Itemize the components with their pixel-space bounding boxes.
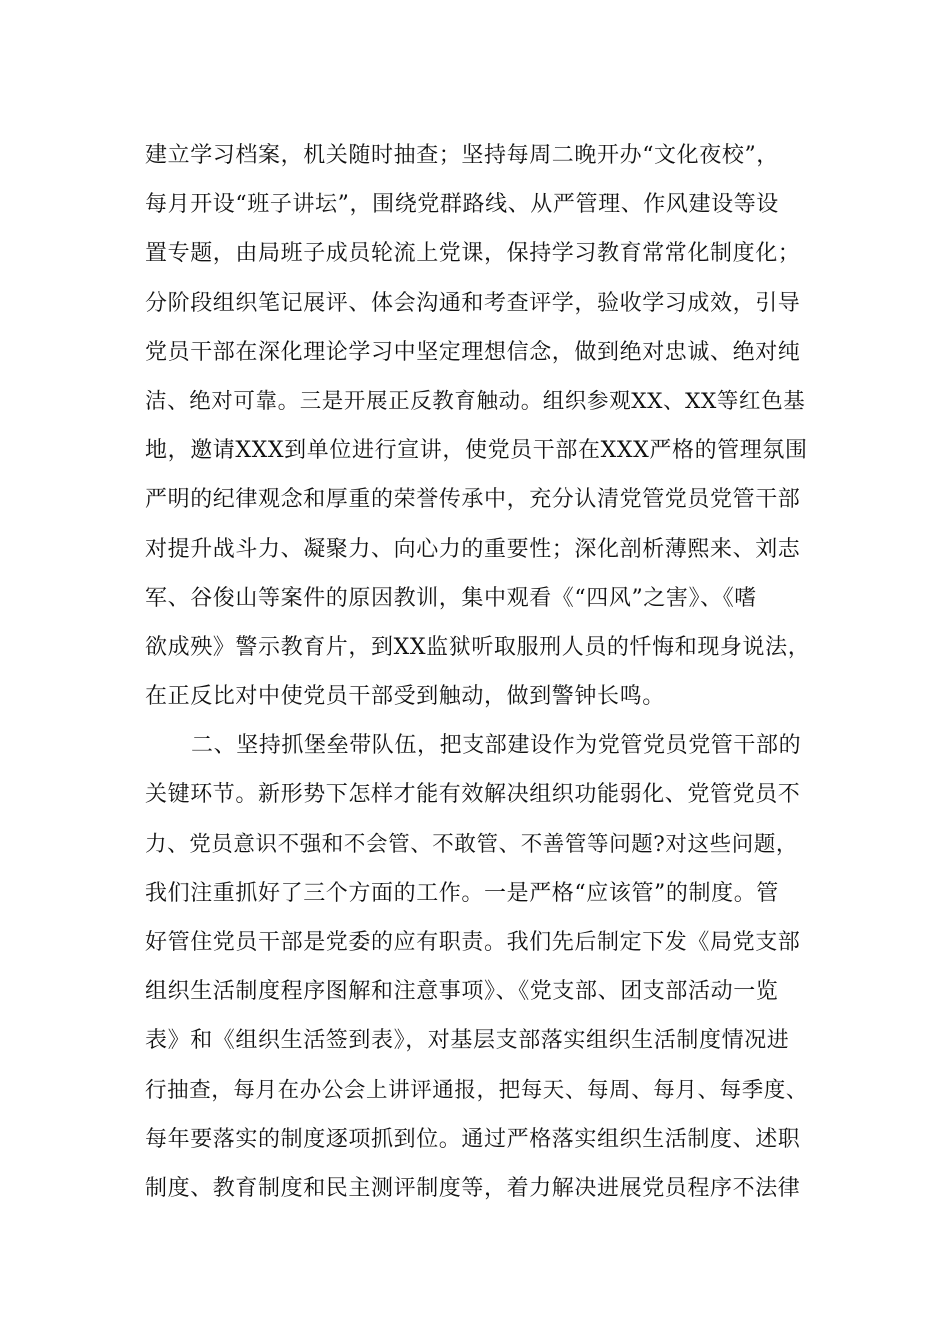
text-line: 每月开设“班子讲坛”，围绕党群路线、从严管理、作风建设等设 bbox=[145, 192, 779, 218]
text-line: 严明的纪律观念和厚重的荣誉传承中，充分认清党管党员党管干部 bbox=[145, 487, 801, 513]
text-line: 欲成殃》警示教育片，到XX监狱听取服刑人员的忏悔和现身说法， bbox=[145, 634, 811, 660]
text-line: 我们注重抓好了三个方面的工作。一是严格“应该管”的制度。管 bbox=[145, 880, 779, 906]
text-line: 建立学习档案，机关随时抽查；坚持每周二晚开办“文化夜校”， bbox=[145, 143, 779, 168]
body-text bbox=[145, 131, 810, 1213]
text-line: 军、谷俊山等案件的原因教训，集中观看《“四风”之害》、《嗜 bbox=[145, 585, 757, 611]
section-heading-line: 二、坚持抓堡垒带队伍，把支部建设作为党管党员党管干部的 bbox=[191, 733, 802, 759]
text-line: 行抽查，每月在办公会上讲评通报，把每天、每周、每月、每季度、 bbox=[145, 1077, 809, 1103]
text-line: 表》和《组织生活签到表》，对基层支部落实组织生活制度情况进 bbox=[145, 1028, 790, 1054]
text-line: 制度、教育制度和民主测评制度等，着力解决进展党员程序不法律 bbox=[145, 1175, 801, 1201]
text-line: 组织生活制度程序图解和注意事项》、《党支部、团支部活动一览 bbox=[145, 979, 779, 1005]
text-line: 洁、绝对可靠。三是开展正反教育触动。组织参观XX、XX等红色基 bbox=[145, 388, 806, 414]
text-line: 好管住党员干部是党委的应有职责。我们先后制定下发《局党支部 bbox=[145, 930, 801, 955]
text-line: 关键环节。新形势下怎样才能有效解决组织功能弱化、党管党员不 bbox=[145, 782, 801, 808]
text-line: 分阶段组织笔记展评、体会沟通和考查评学，验收学习成效，引导 bbox=[145, 290, 801, 316]
text-line: 置专题，由局班子成员轮流上党课，保持学习教育常常化制度化； bbox=[145, 241, 801, 267]
text-line: 每年要落实的制度逐项抓到位。通过严格落实组织生活制度、述职 bbox=[145, 1126, 801, 1152]
text-line: 党员干部在深化理论学习中坚定理想信念，做到绝对忠诚、绝对纯 bbox=[145, 339, 801, 365]
text-line: 地，邀请XXX到单位进行宣讲，使党员干部在XXX严格的管理氛围 bbox=[145, 438, 808, 464]
text-line: 在正反比对中使党员干部受到触动，做到警钟长鸣。 bbox=[145, 684, 665, 710]
text-line: 对提升战斗力、凝聚力、向心力的重要性；深化剖析薄熙来、刘志 bbox=[145, 536, 801, 562]
text-line: 力、党员意识不强和不会管、不敢管、不善管等问题?对这些问题， bbox=[145, 831, 799, 857]
